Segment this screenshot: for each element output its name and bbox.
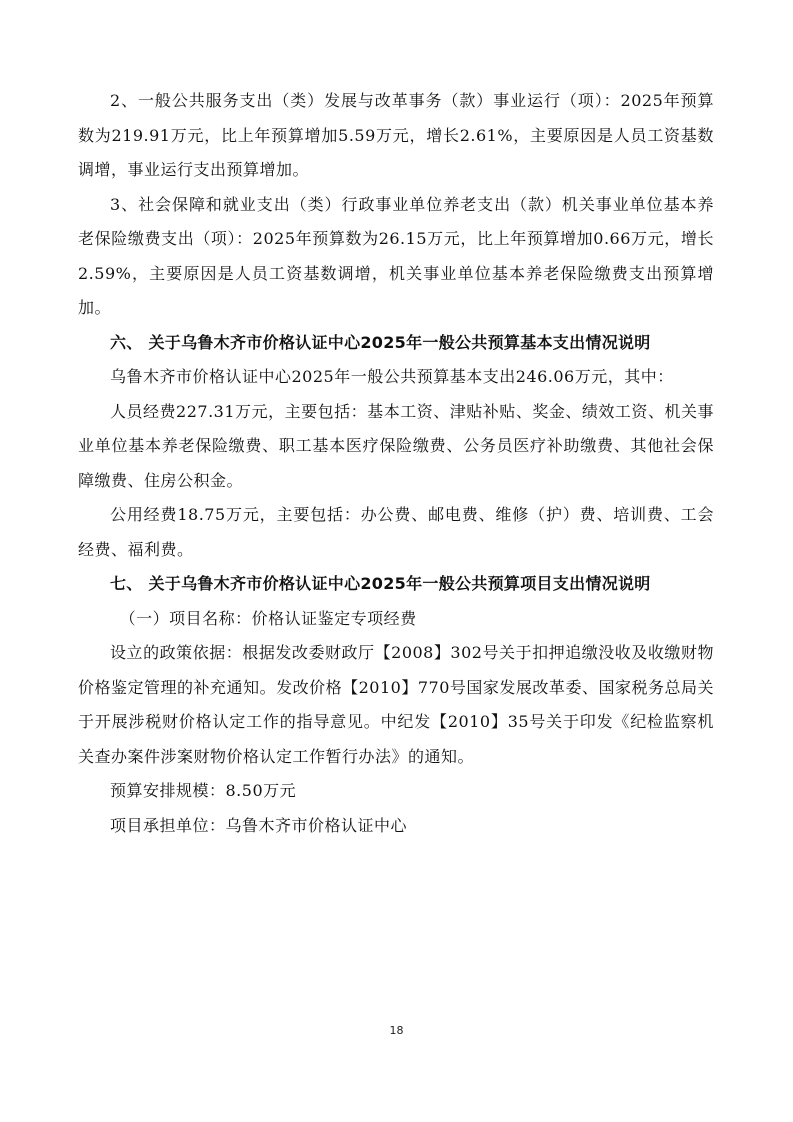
section-7-heading: 七、 关于乌鲁木齐市价格认证中心2025年一般公共预算项目支出情况说明 <box>110 574 651 593</box>
section-7-project-name: （一）项目名称：价格认证鉴定专项经费 <box>119 608 417 628</box>
section-7-budget-scale: 预算安排规模：8.50万元 <box>110 781 297 800</box>
document-body <box>78 84 714 843</box>
paragraph-item-2: 2、一般公共服务支出（类）发展与改革事务（款）事业运行（项）：2025年预算数为219.91万元，比上年预算增加5.59万元，增长2.61%，主要原因是人员工资基数调增，事业运行支出预算增加。 <box>78 91 714 179</box>
section-7-policy-basis: 设立的政策依据：根据发改委财政厅【2008】302号关于扣押追缴没收及收缴财物价格鉴定管理的补充通知。发改价格【2010】770号国家发展改革委、国家税务总局关于开展涉税财价格认定工作的指导意见。中纪发【2010】35号关于印发《纪检监察机关查办案件涉案财物价格认定工作暂行办法》的通知。 <box>78 643 714 766</box>
paragraph-item-3: 3、社会保障和就业支出（类）行政事业单位养老支出（款）机关事业单位基本养老保险缴费支出（项）：2025年预算数为26.15万元，比上年预算增加0.66万元，增长2.59%，主要原因是人员工资基数调增，机关事业单位基本养老保险缴费支出预算增加。 <box>78 194 714 317</box>
section-6-intro: 乌鲁木齐市价格认证中心2025年一般公共预算基本支出246.06万元，其中： <box>110 367 674 386</box>
page-number: 18 <box>389 1024 404 1037</box>
section-7-responsible-unit: 项目承担单位：乌鲁木齐市价格认证中心 <box>110 815 408 835</box>
section-6-heading: 六、 关于乌鲁木齐市价格认证中心2025年一般公共预算基本支出情况说明 <box>110 332 651 352</box>
section-6-public-expenses: 公用经费18.75万元，主要包括：办公费、邮电费、维修（护）费、培训费、工会经费、福利费。 <box>78 505 714 559</box>
section-6-personnel-expenses: 人员经费227.31万元，主要包括：基本工资、津贴补贴、奖金、绩效工资、机关事业单位基本养老保险缴费、职工基本医疗保险缴费、公务员医疗补助缴费、其他社会保障缴费、住房公积金。 <box>78 401 714 490</box>
